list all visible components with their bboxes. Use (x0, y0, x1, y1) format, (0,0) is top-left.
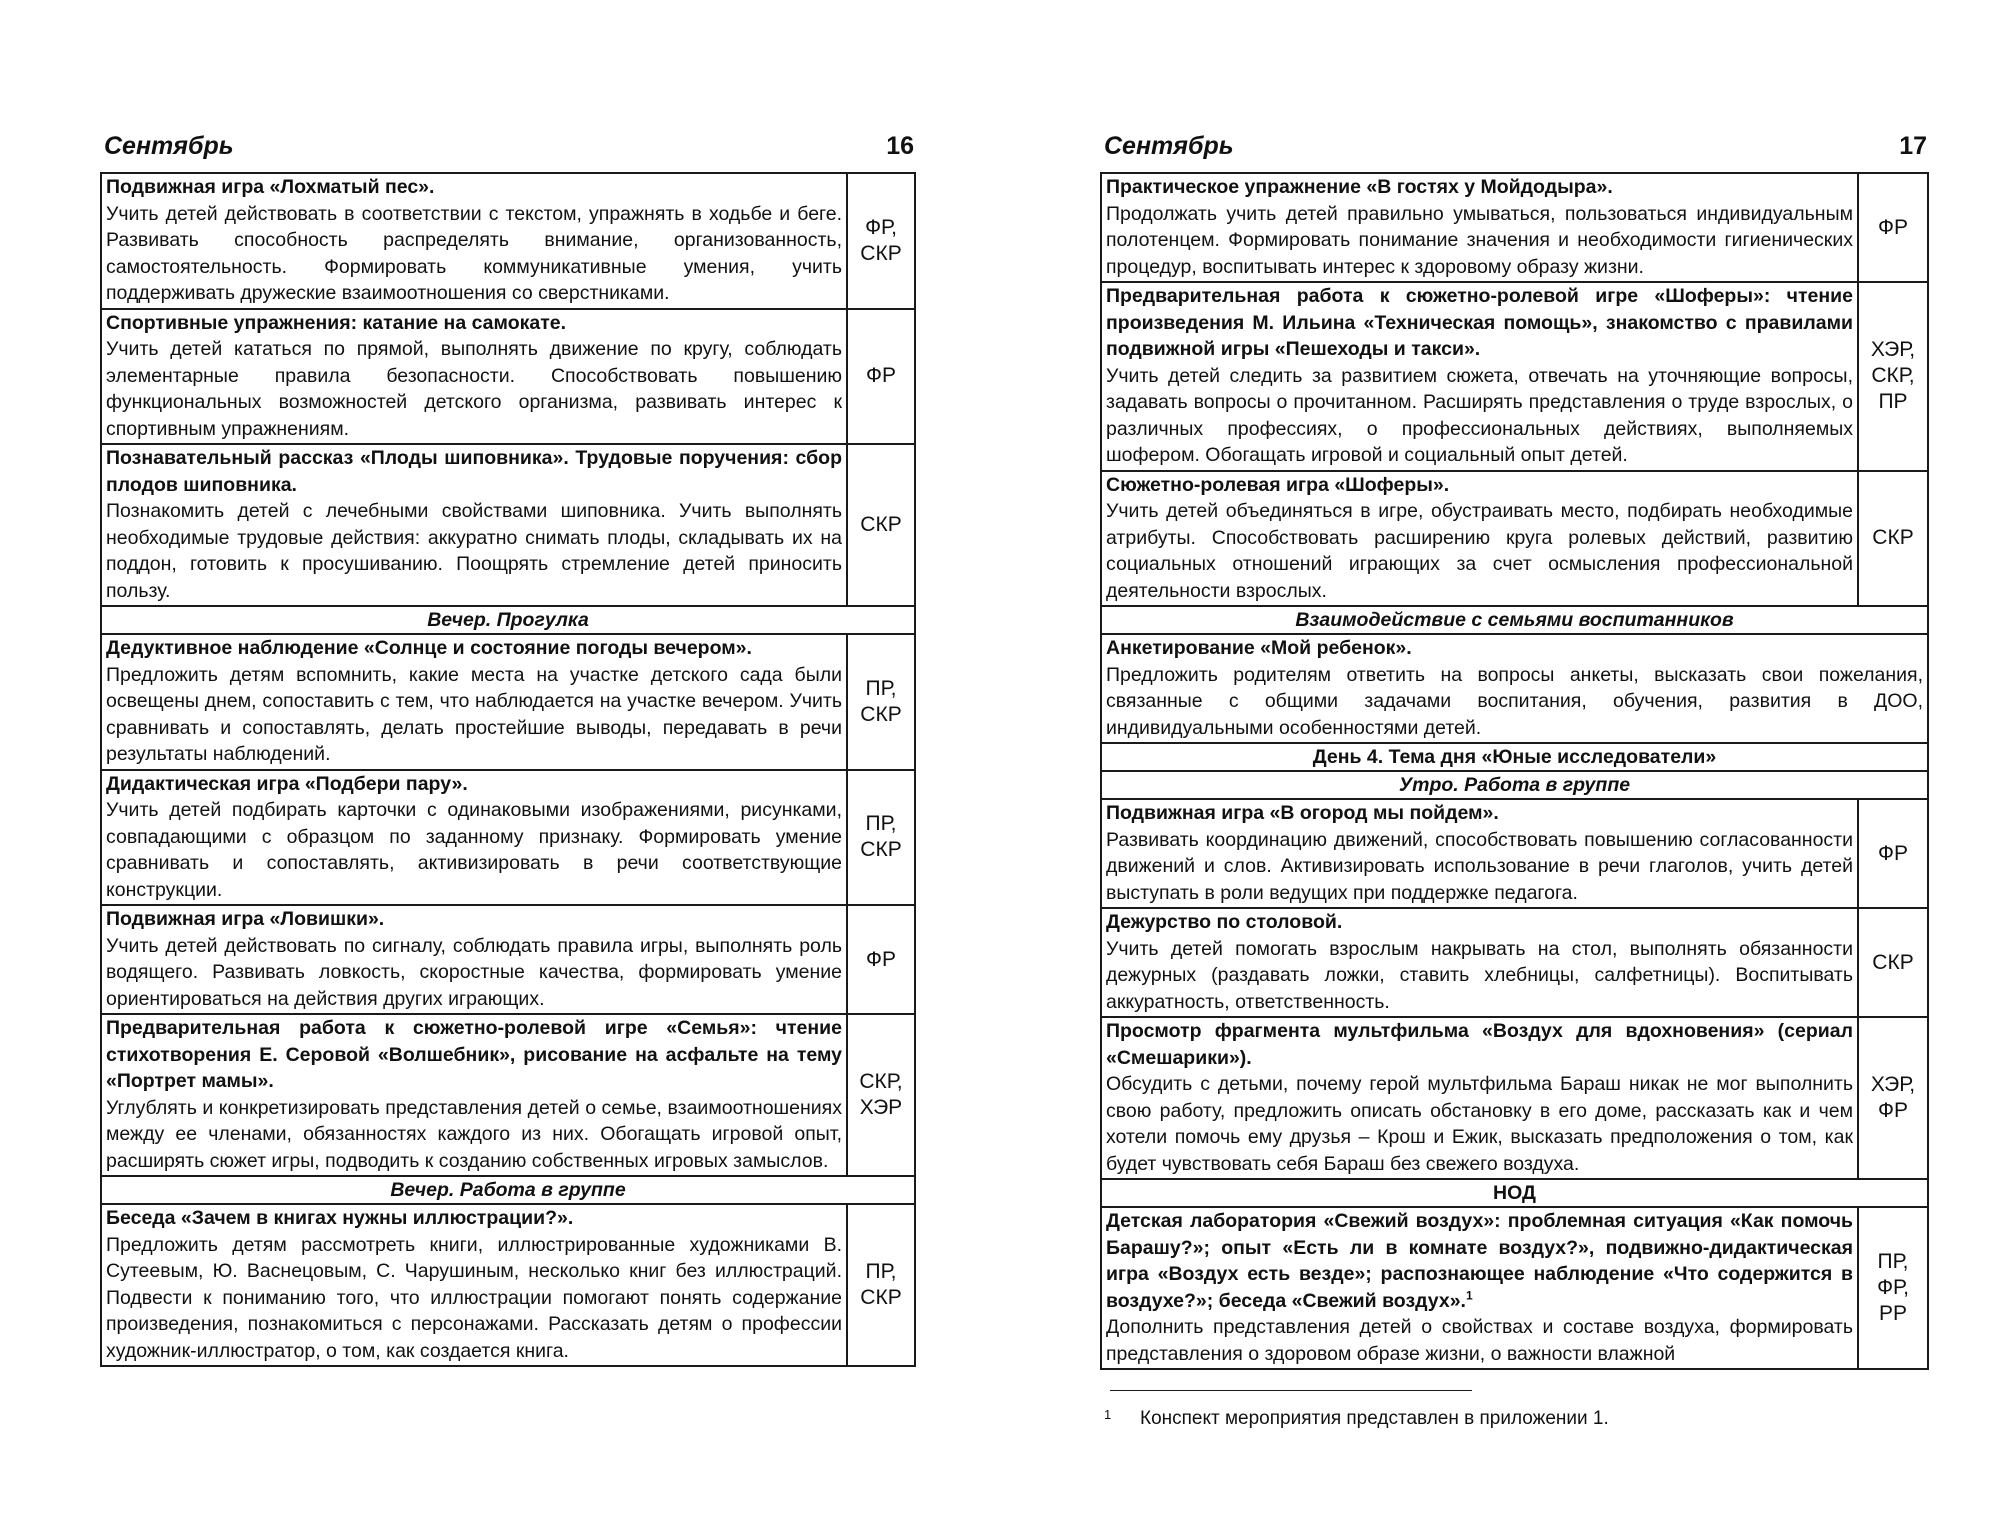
activity-title: Сюжетно-ролевая игра «Шоферы». (1106, 473, 1450, 496)
page-header (1104, 132, 1927, 168)
area-code: ФР (1858, 173, 1928, 282)
area-code: ХЭР, ФР (1858, 1017, 1928, 1179)
day-heading: День 4. Тема дня «Юные исследователи» (1101, 743, 1928, 771)
table-row (1101, 1207, 1928, 1369)
activity-title: Предварительная работа к сюжетно-ролевой игре «Шоферы»: чтение произведения М. Ильина «Техническая помощь», знакомство с правилами подвижной игры «Пешеходы и такси». (1106, 285, 1853, 360)
table-row (101, 770, 915, 906)
activity-description: Учить детей объединяться в игре, обустраивать место, подбирать необходимые атрибуты. Способствовать расширению круга ролевых действий, развитию социальных отношений играющих за счет осмысления профессиональной деятельности взрослых. (1106, 500, 1853, 602)
table-row (101, 444, 915, 606)
activity-description: Учить детей действовать в соответствии с текстом, упражнять в ходьбе и беге. Развивать способность распределять внимание, организованность, самостоятельность. Формировать коммуникативные умения, учить поддерживать дружеские взаимоотношения со сверстниками. (106, 202, 842, 304)
activity-title: Дежурство по столовой. (1106, 911, 1343, 933)
table-row (1101, 173, 1928, 282)
activity-title (1106, 1208, 1853, 1314)
area-code: ПР, СКР (847, 1204, 915, 1366)
activity-cell (101, 173, 847, 309)
activity-cell (101, 1014, 847, 1176)
activity-title: Дедуктивное наблюдение «Солнце и состояние погоды вечером». (106, 637, 752, 659)
section-row (1101, 1179, 1928, 1207)
activity-cell (101, 444, 847, 606)
area-code: ФР (1858, 799, 1928, 908)
area-code: ПР, СКР (847, 634, 915, 770)
area-code: ПР, СКР (847, 770, 915, 906)
month-title: Сентябрь (1104, 132, 1234, 160)
section-row (1101, 743, 1928, 771)
activity-description: Предложить детям рассмотреть книги, иллюстрированные художниками В. Сутеевым, Ю. Васнецовым, С. Чарушиным, несколько книг без иллюстраций. Подвести к пониманию того, что иллюстрации помогают понять содержание произведения, познакомиться с персонажами. Рассказать детям о профессии художник-иллюстратор, о том, как создается книга. (106, 1233, 842, 1362)
activity-description: Учить детей кататься по прямой, выполнять движение по кругу, соблюдать элементарные правила безопасности. Способствовать повышению функциональных возможностей детского организма, развивать интерес к спортивным упражнениям. (106, 338, 842, 440)
activity-cell (1101, 1017, 1858, 1179)
footnote-divider (1110, 1390, 1472, 1391)
area-code: ПР, ФР, РР (1858, 1207, 1928, 1369)
activity-title: Анкетирование «Мой ребенок». (1106, 637, 1412, 659)
activity-cell (101, 1204, 847, 1366)
section-row (1101, 771, 1928, 799)
section-row (101, 606, 915, 634)
table-row (1101, 908, 1928, 1017)
activity-cell (1101, 799, 1858, 908)
area-code: СКР (1858, 908, 1928, 1017)
activity-table (100, 172, 916, 1367)
page-header (104, 132, 914, 168)
table-row (1101, 471, 1928, 607)
table-row (1101, 282, 1928, 471)
activity-cell (101, 634, 847, 770)
table-row (1101, 799, 1928, 908)
activity-description: Предложить детям вспомнить, какие места на участке детского сада были освещены днем, сопоставить с тем, что наблюдается на участке вечером. Учить сравнивать и сопоставлять, делать простейшие выводы, передавать в речи результаты наблюдений. (106, 663, 842, 765)
activity-title: Беседа «Зачем в книгах нужны иллюстрации?». (106, 1207, 574, 1229)
activity-description: Развивать координацию движений, способствовать повышению согласованности движений и слов. Активизировать использование в речи глаголов, учить детей выступать в роли ведущих при поддержке педагога. (1106, 828, 1853, 904)
area-code: ФР (847, 905, 915, 1014)
table-row (101, 173, 915, 309)
activity-description: Дополнить представления детей о свойствах и составе воздуха, формировать представления о здоровом образе жизни, о важности влажной (1106, 1316, 1853, 1365)
section-heading: НОД (1101, 1179, 1928, 1207)
right-page (1000, 0, 2000, 1539)
activity-cell (1101, 173, 1858, 282)
table-row (101, 634, 915, 770)
table-row (101, 309, 915, 445)
footnote-text: Конспект мероприятия представлен в приложении 1. (1140, 1408, 1609, 1429)
area-code: ФР (847, 309, 915, 445)
activity-description: Обсудить с детьми, почему герой мультфильма Бараш никак не мог выполнить свою работу, предложить описать обстановку в его доме, рассказать как и чем хотели помочь ему друзья – Крош и Ежик, высказать предположения о том, как будет чувствовать себя Бараш без свежего воздуха. (1106, 1073, 1853, 1175)
activity-title: Предварительная работа к сюжетно-ролевой игре «Семья»: чтение стихотворения Е. Серовой «Волшебник», рисование на асфальте на тему «Портрет мамы». (106, 1017, 842, 1092)
activity-title: Дидактическая игра «Подбери пару». (106, 772, 468, 795)
activity-cell (1101, 282, 1858, 471)
table-row (1101, 634, 1928, 743)
activity-title: Практическое упражнение «В гостях у Мойдодыра». (1106, 176, 1613, 198)
activity-cell (101, 905, 847, 1014)
section-heading: Утро. Работа в группе (1101, 771, 1928, 799)
activity-cell (1101, 1207, 1858, 1369)
activity-cell (1101, 634, 1928, 743)
activity-title: Подвижная игра «В огород мы пойдем». (1106, 802, 1499, 824)
table-row (101, 1014, 915, 1176)
activity-description: Углублять и конкретизировать представления детей о семье, взаимоотношениях между ее членами, обязанностях каждого из них. Обогащать игровой опыт, расширять сюжет игры, подводить к созданию собственных игровых замыслов. (106, 1096, 842, 1172)
activity-description: Учить детей помогать взрослым накрывать на стол, выполнять обязанности дежурных (раздавать ложки, ставить хлебницы, салфетницы). Воспитывать аккуратность, ответственность. (1106, 937, 1853, 1013)
activity-title: Познавательный рассказ «Плоды шиповника». Трудовые поручения: сбор плодов шиповника. (106, 447, 842, 496)
footnote (1104, 1406, 1609, 1432)
section-row (101, 1176, 915, 1204)
activity-description: Учить детей подбирать карточки с одинаковыми изображениями, рисунками, совпадающими с образцом по заданному признаку. Формировать умение сравнивать и сопоставлять, активизировать в речи соответствующие конструкции. (106, 799, 842, 901)
area-code: ХЭР, СКР, ПР (1858, 282, 1928, 471)
activity-description: Предложить родителям ответить на вопросы анкеты, высказать свои пожелания, связанные с общими задачами воспитания, обучения, развития в ДОО, индивидуальными особенностями детей. (1106, 663, 1923, 739)
activity-title-text: Детская лаборатория «Свежий воздух»: проблемная ситуация «Как помочь Барашу?»; опыт «Есть ли в комнате воздух?», подвижно-дидактическая игра «Воздух есть везде»; распознающее наблюдение «Что содержится в воздухе?»; беседа «Свежий воздух». (1106, 1210, 1853, 1312)
activity-table (1100, 172, 1929, 1370)
month-title: Сентябрь (104, 132, 234, 160)
page-number: 16 (886, 132, 914, 160)
footnote-mark: 1 (1104, 1407, 1112, 1422)
activity-description: Учить детей следить за развитием сюжета, отвечать на уточняющие вопросы, задавать вопросы о прочитанном. Расширять представления о труде взрослых, о различных профессиях, о профессиональных действиях, выполняемых шофером. Обогащать игровой и социальный опыт детей. (1106, 364, 1853, 466)
area-code: ФР, СКР (847, 173, 915, 309)
activity-title: Подвижная игра «Ловишки». (106, 908, 385, 930)
activity-description: Познакомить детей с лечебными свойствами шиповника. Учить выполнять необходимые трудовые действия: аккуратно снимать плоды, складывать их на поддон, готовить к просушиванию. Поощрять стремление детей приносить пользу. (106, 500, 842, 602)
activity-cell (101, 770, 847, 906)
area-code: СКР (847, 444, 915, 606)
section-heading: Вечер. Работа в группе (101, 1176, 915, 1204)
table-row (1101, 1017, 1928, 1179)
section-heading: Взаимодействие с семьями воспитанников (1101, 606, 1928, 634)
section-heading: Вечер. Прогулка (101, 606, 915, 634)
activity-title: Подвижная игра «Лохматый пес». (106, 176, 435, 198)
activity-title: Просмотр фрагмента мультфильма «Воздух для вдохновения» (сериал «Смешарики»). (1106, 1020, 1853, 1069)
activity-cell (1101, 471, 1858, 607)
activity-title: Спортивные упражнения: катание на самокате. (106, 311, 567, 334)
page-number: 17 (1899, 132, 1927, 160)
activity-cell (101, 309, 847, 445)
area-code: СКР, ХЭР (847, 1014, 915, 1176)
footnote-reference[interactable]: 1 (1465, 1288, 1473, 1302)
section-row (1101, 606, 1928, 634)
activity-description: Продолжать учить детей правильно умываться, пользоваться индивидуальным полотенцем. Формировать понимание значения и необходимости гигиенических процедур, воспитывать интерес к здоровому образу жизни. (1106, 202, 1853, 278)
activity-description: Учить детей действовать по сигналу, соблюдать правила игры, выполнять роль водящего. Развивать ловкость, скоростные качества, формировать умение ориентироваться на действия других играющих. (106, 934, 842, 1010)
area-code: СКР (1858, 471, 1928, 607)
activity-cell (1101, 908, 1858, 1017)
table-row (101, 1204, 915, 1366)
table-row (101, 905, 915, 1014)
